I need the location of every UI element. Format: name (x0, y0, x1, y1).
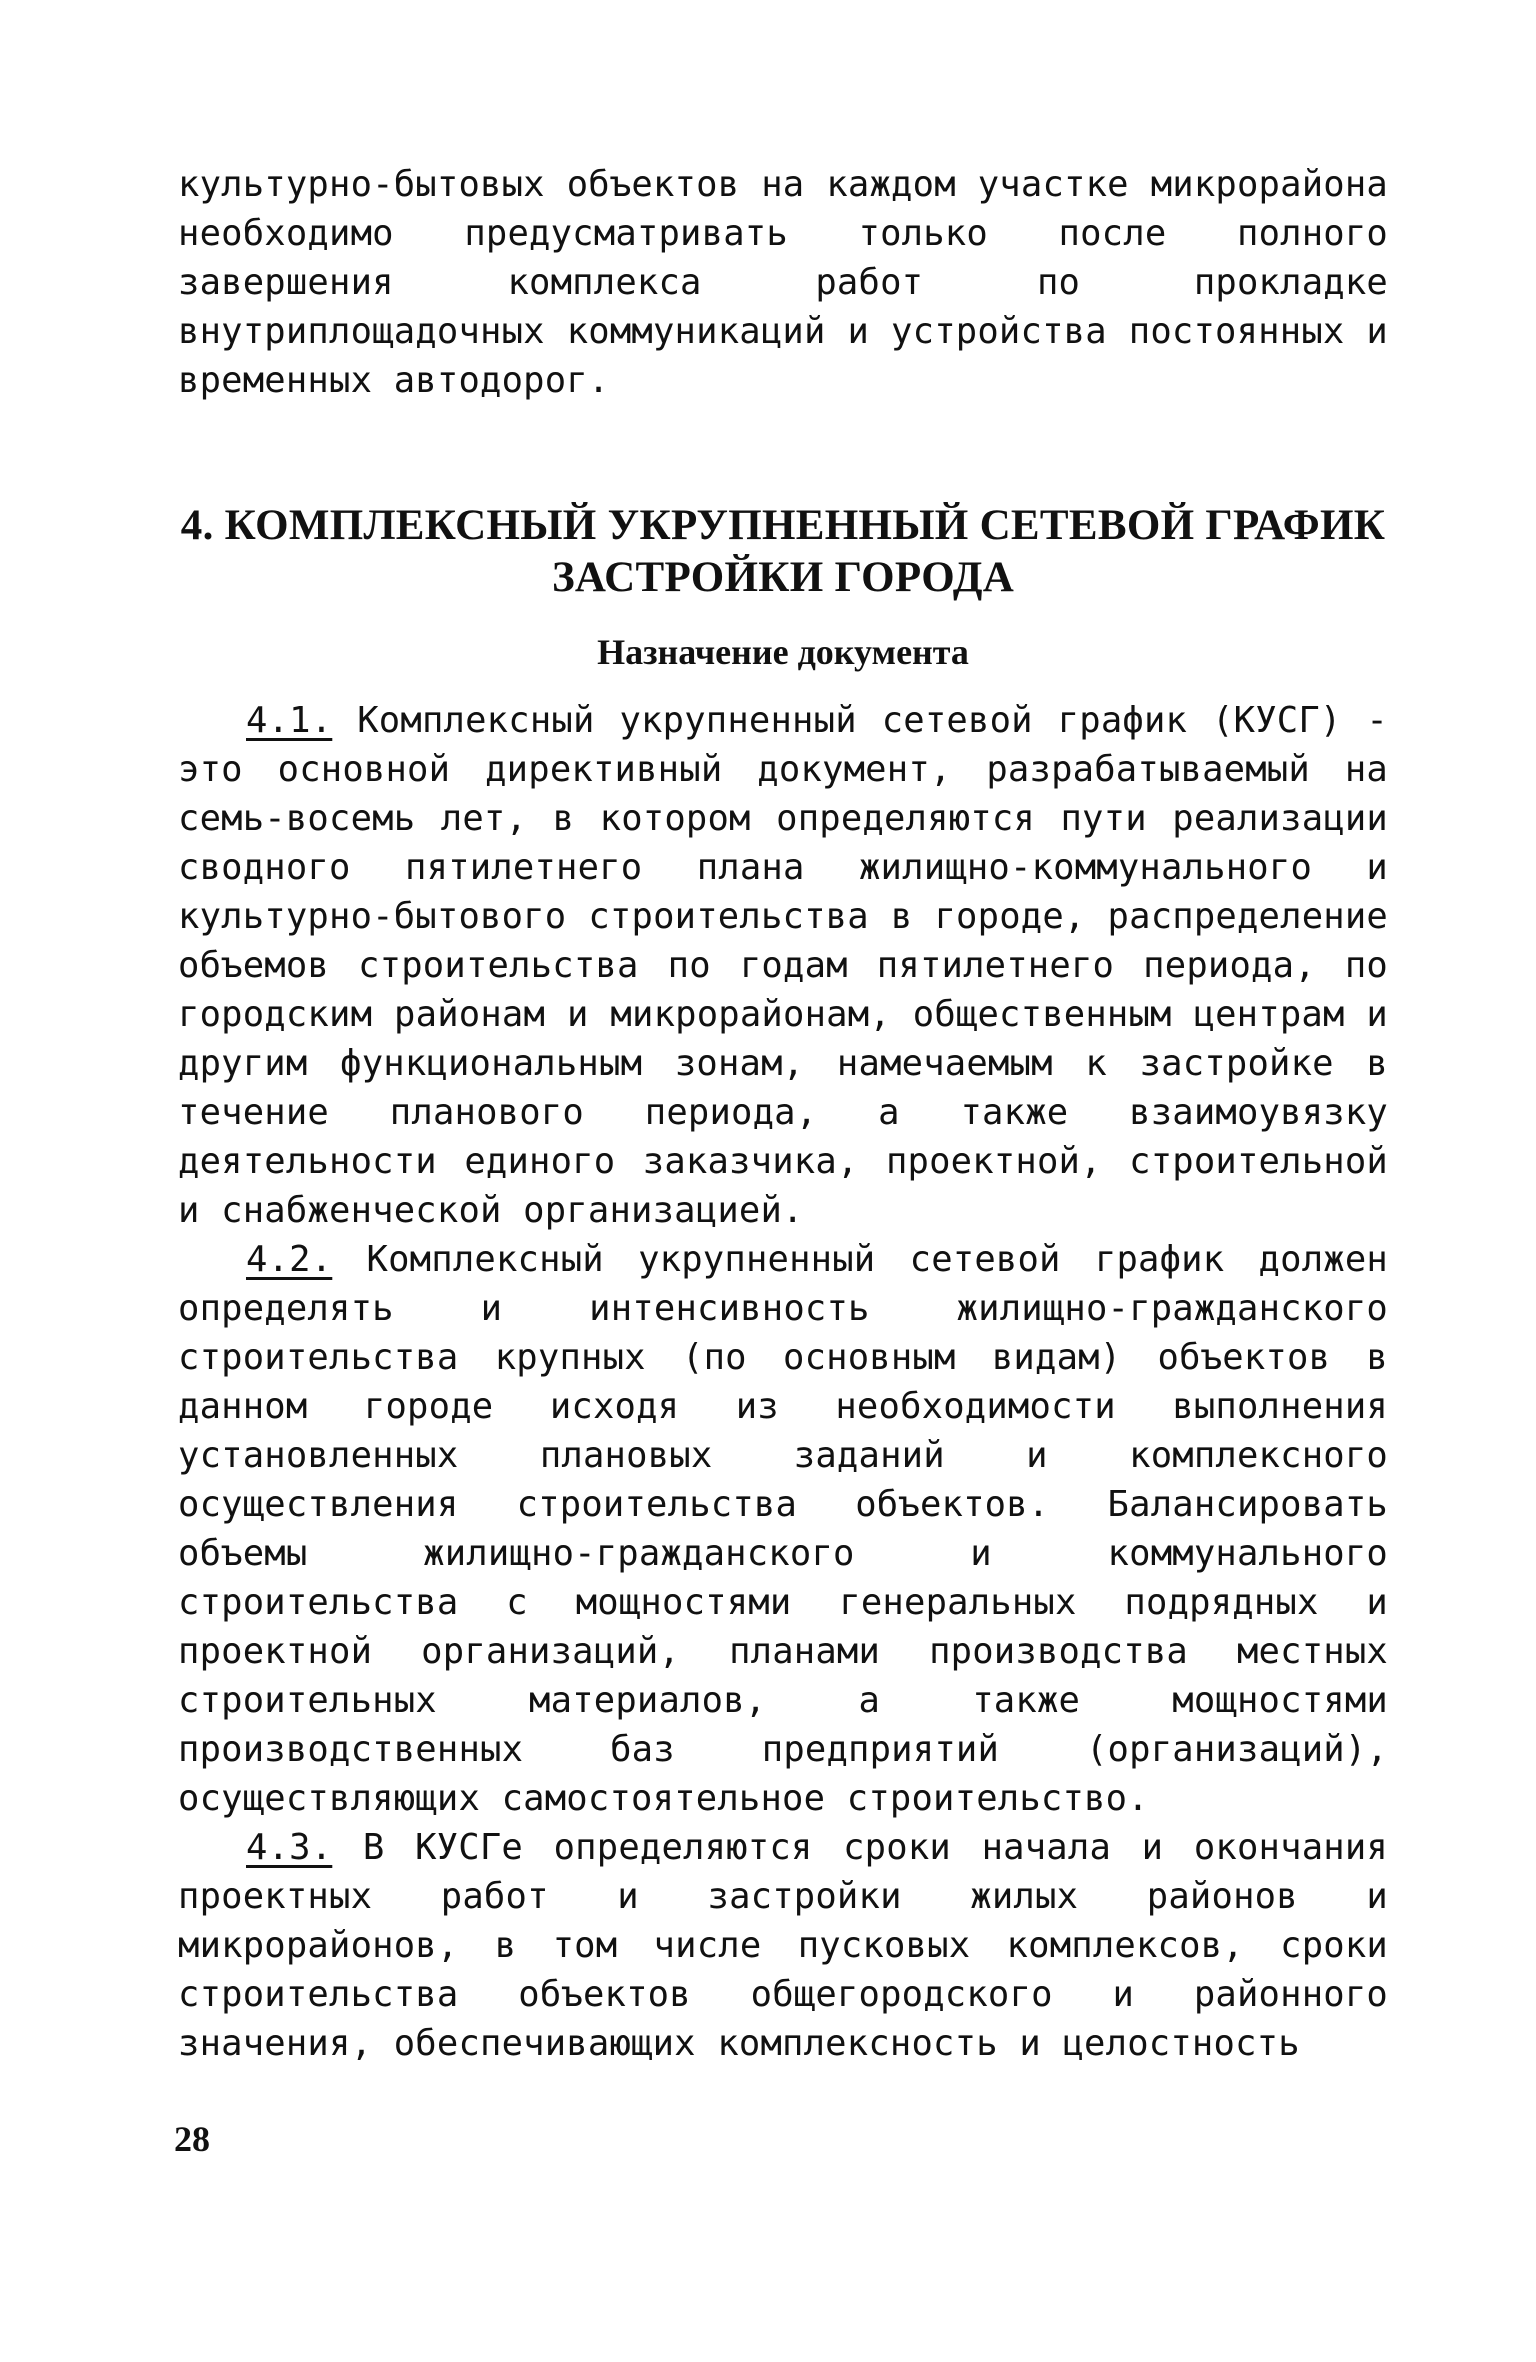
clause-text: Комплексный укрупненный сетевой график (КУСГ) - это основной директивный документ, разрабатываемый на семь-восемь лет, в котором определяются пути реализации сводного пятилетнего плана жилищно-коммунального и культурно-бытового строительства в городе, распределение объемов строительства по годам пятилетнего периода, по городским районам и микрорайонам, общественным центрам и другим функциональным зонам, намечаемым к застройке в течение планового периода, а также взаимоувязку деятельности единого заказчика, проектной, строительной и снабженческой организацией. (178, 700, 1388, 1231)
clause-text: Комплексный укрупненный сетевой график должен определять и интенсивность жилищно-гражданского строительства крупных (по основным видам) объектов в данном городе исходя из необходимости выполнения установленных плановых заданий и комплексного осуществления строительства объектов. Балансировать объемы жилищно-гражданского и коммунального строительства с мощностями генеральных подрядных и проектной организаций, планами производства местных строительных материалов, а также мощностями производственных баз предприятий (организаций), осуществляющих самостоятельное строительство. (178, 1239, 1388, 1819)
section-subtitle: Назначение документа (597, 632, 969, 672)
page-number: 28 (174, 2119, 210, 2159)
clause-4-2 (178, 1235, 1388, 1823)
clause-4-3 (178, 1823, 1388, 2068)
section-title: 4. КОМПЛЕКСНЫЙ УКРУПНЕННЫЙ СЕТЕВОЙ ГРАФИК ЗАСТРОЙКИ ГОРОДА (180, 502, 1386, 601)
clause-text: В КУСГе определяются сроки начала и окончания проектных работ и застройки жилых районов и микрорайонов, в том числе пусковых комплексов, сроки строительства объектов общегородского и районного значения, обеспечивающих комплексность и целостность (178, 1827, 1388, 2064)
clauses-block (178, 696, 1388, 2068)
intro-paragraph-block (178, 160, 1388, 405)
clause-number: 4.3. (246, 1827, 333, 1868)
intro-paragraph: культурно-бытовых объектов на каждом участке микрорайона необходимо предусматривать только после полного завершения комплекса работ по прокладке внутриплощадочных коммуникаций и устройства постоянных и временных автодорог. (178, 164, 1388, 401)
clause-4-1 (178, 696, 1388, 1235)
clause-number: 4.1. (246, 700, 333, 741)
clause-number: 4.2. (246, 1239, 333, 1280)
